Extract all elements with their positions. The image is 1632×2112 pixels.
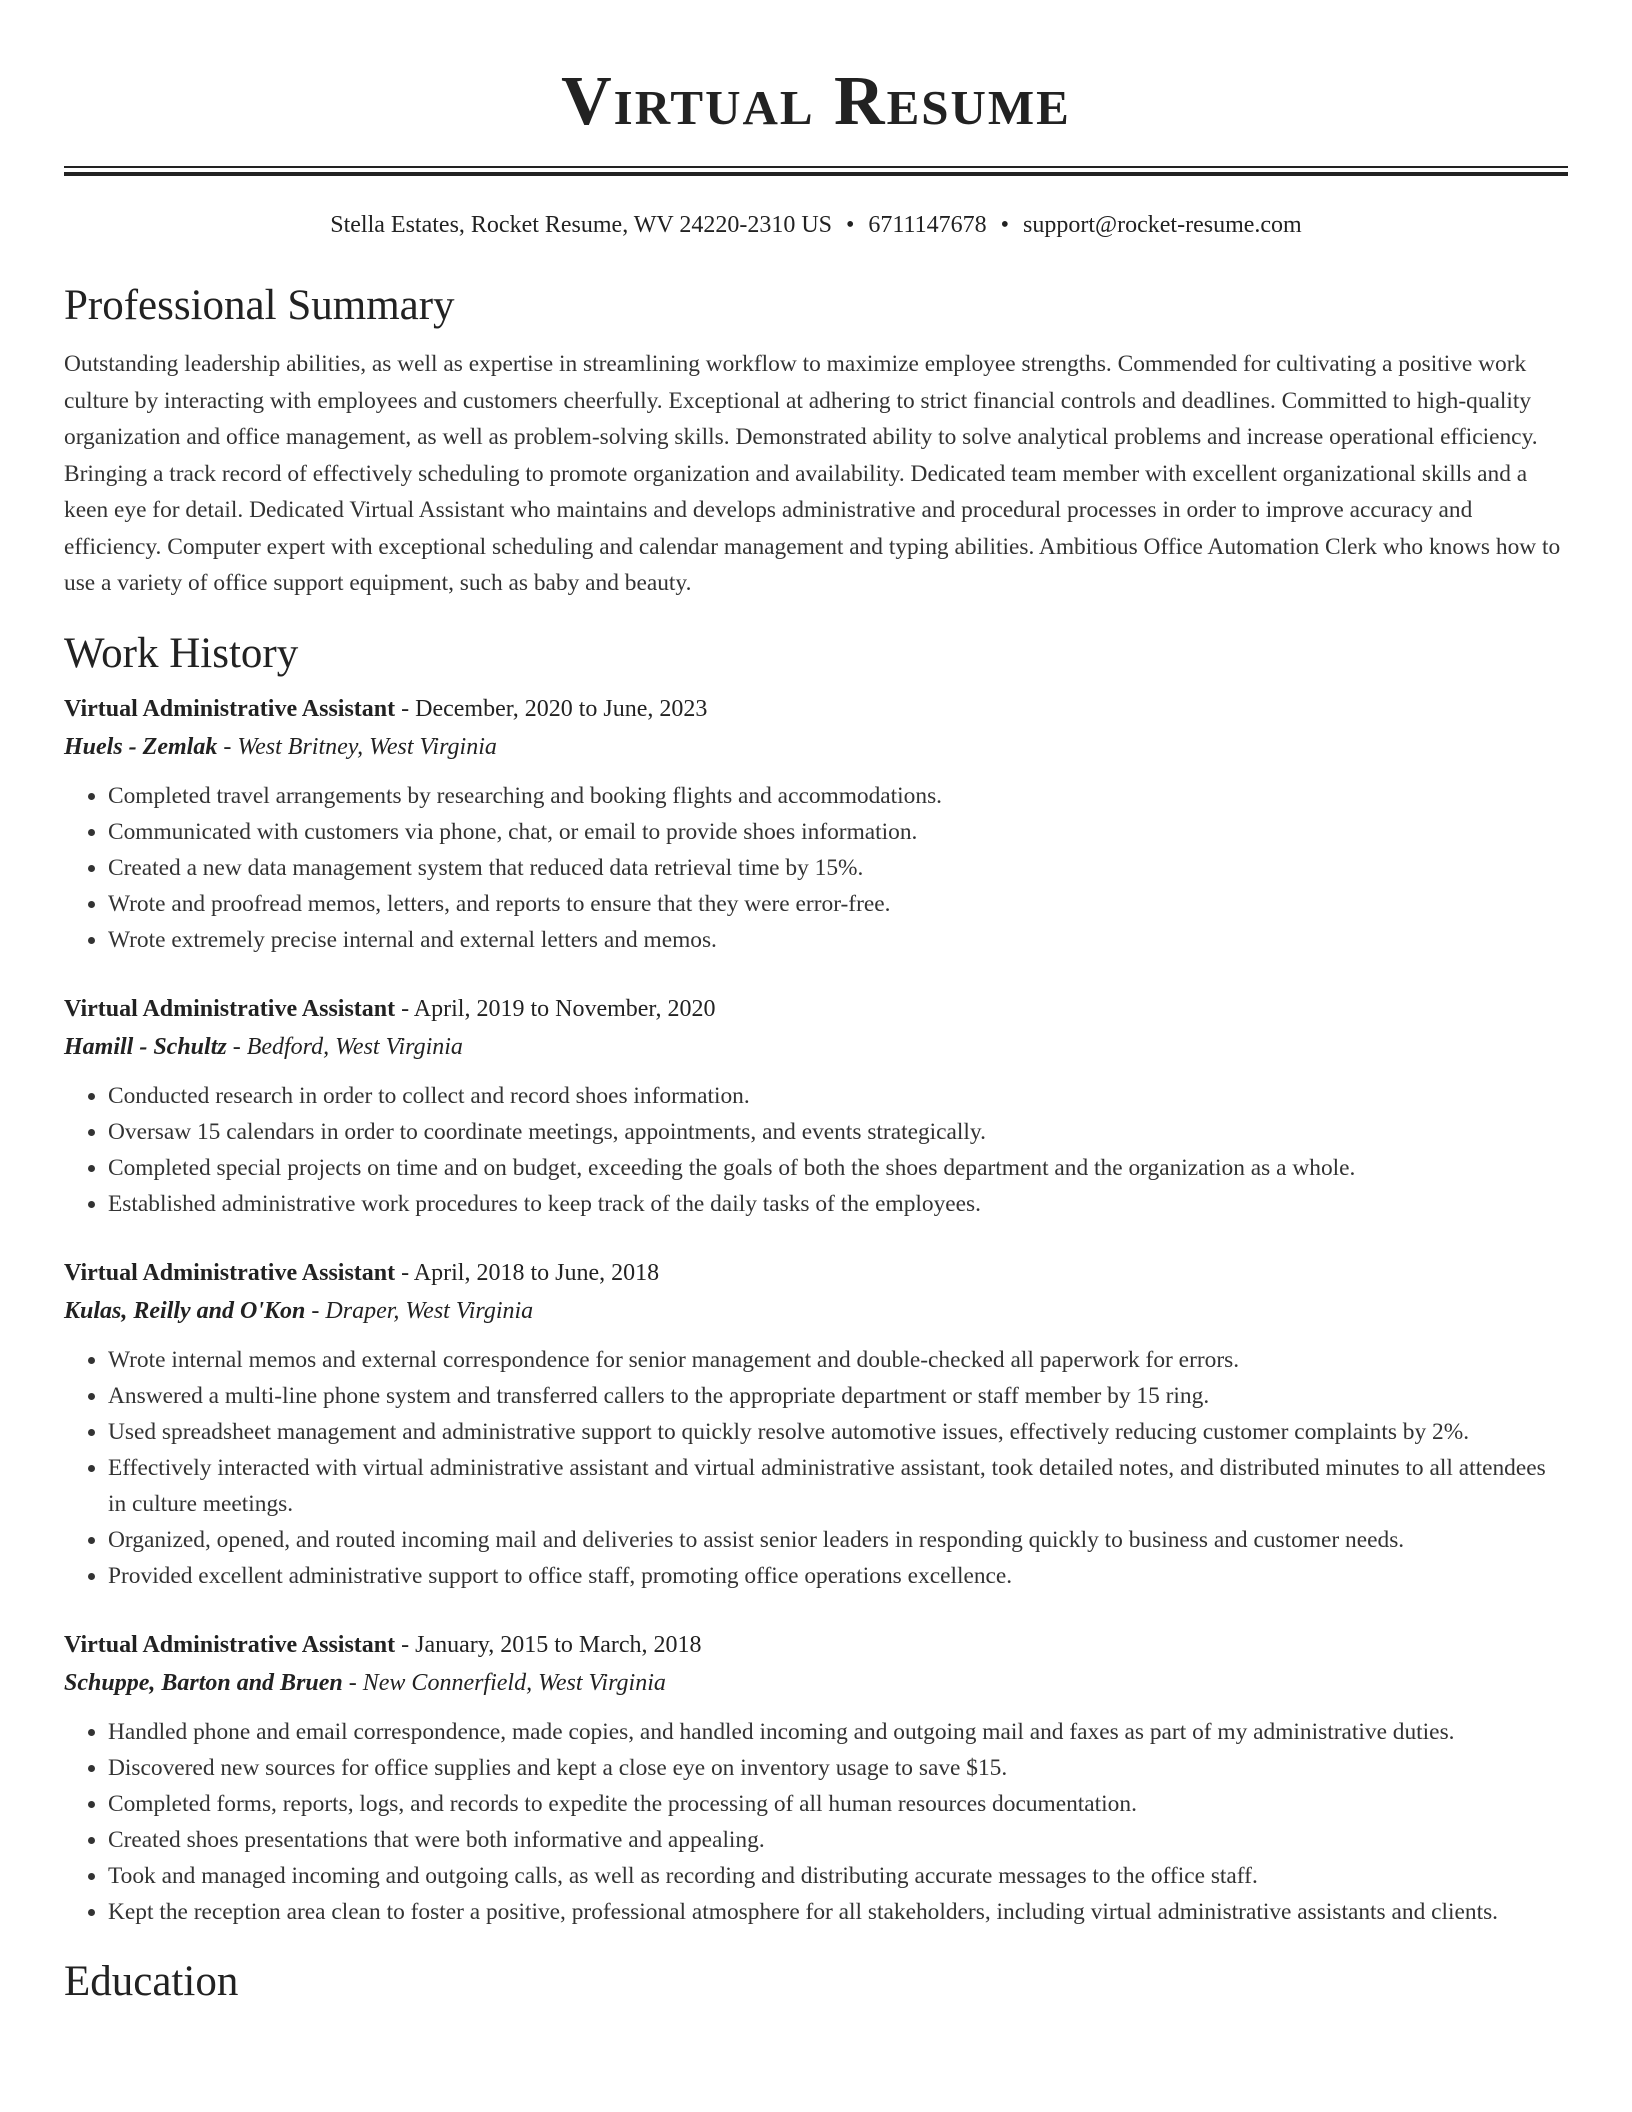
summary-text: Outstanding leadership abilities, as well as expertise in streamlining workflow to maximize employee strengths. Commended for cultivating a positive work culture by interacting with employees and customers cheerfully. Exceptional at adhering to strict financial controls and deadlines. Committed to high-quality organization and office management, as well as problem-solving skills. Demonstrated ability to solve analytical problems and increase operational efficiency. Bringing a track record of effectively scheduling to promote organization and availability. Dedicated team member with excellent organizational skills and a keen eye for detail. Dedicated Virtual Assistant who maintains and develops administrative and procedural processes in order to improve accuracy and efficiency. Computer expert with exceptional scheduling and calendar management and typing abilities. Ambitious Office Automation Clerk who knows how to use a variety of office support equipment, such as baby and beauty.: [64, 351, 1561, 596]
job-location: New Connerfield, West Virginia: [362, 1669, 666, 1696]
job-company: Huels - Zemlak: [64, 733, 218, 760]
job-dates: April, 2018 to June, 2018: [413, 1259, 660, 1286]
job-entry: [64, 990, 1568, 1222]
job-dates: December, 2020 to June, 2023: [415, 695, 708, 722]
job-location: Bedford, West Virginia: [246, 1033, 463, 1060]
job-duties-list: [64, 1078, 1568, 1222]
job-heading: Virtual Administrative Assistant - April, 2018 to June, 2018: [64, 1259, 660, 1286]
job-company: Schuppe, Barton and Bruen: [64, 1669, 343, 1696]
job-location: West Britney, West Virginia: [237, 733, 497, 760]
duty-item: • Wrote and proofread memos, letters, and reports to ensure that they were error-free.: [108, 886, 1568, 922]
job-role: Virtual Administrative Assistant: [64, 1631, 396, 1658]
job-entry: [64, 1254, 1568, 1594]
contact-line: [64, 210, 1568, 240]
job-dates: April, 2019 to November, 2020: [413, 995, 716, 1022]
duty-item: • Created shoes presentations that were both informative and appealing.: [108, 1822, 1568, 1858]
job-role: Virtual Administrative Assistant: [64, 1259, 396, 1286]
job-location: Draper, West Virginia: [325, 1297, 534, 1324]
duty-item: • Wrote internal memos and external correspondence for senior management and double-checked all paperwork for errors.: [108, 1342, 1568, 1378]
job-heading: Virtual Administrative Assistant - December, 2020 to June, 2023: [64, 695, 708, 722]
duty-item: • Took and managed incoming and outgoing calls, as well as recording and distributing accurate messages to the office staff.: [108, 1858, 1568, 1894]
contact-address: Stella Estates, Rocket Resume, WV 24220-2310 US: [330, 212, 832, 238]
duty-item: • Completed special projects on time and on budget, exceeding the goals of both the shoes department and the organization as a whole.: [108, 1150, 1568, 1186]
resume-name: Virtual Resume: [561, 63, 1071, 140]
duty-item: • Completed travel arrangements by researching and booking flights and accommodations.: [108, 778, 1568, 814]
duty-item: • Communicated with customers via phone, chat, or email to provide shoes information.: [108, 814, 1568, 850]
duty-item: • Handled phone and email correspondence, made copies, and handled incoming and outgoing mail and faxes as part of my administrative duties.: [108, 1714, 1568, 1750]
job-duties-list: [64, 778, 1568, 958]
contact-phone: 6711147678: [868, 212, 987, 238]
job-company: Hamill - Schultz: [64, 1033, 227, 1060]
duty-item: • Used spreadsheet management and administrative support to quickly resolve automotive issues, effectively reducing customer complaints by 2%.: [108, 1414, 1568, 1450]
contact-separator: •: [846, 212, 855, 238]
job-role: Virtual Administrative Assistant: [64, 695, 396, 722]
duty-item: • Discovered new sources for office supplies and kept a close eye on inventory usage to save $15.: [108, 1750, 1568, 1786]
job-heading: Virtual Administrative Assistant - January, 2015 to March, 2018: [64, 1631, 702, 1658]
contact-separator: •: [1000, 212, 1010, 238]
job-entry: [64, 690, 1568, 958]
job-duties-list: [64, 1342, 1568, 1594]
contact-email: support@rocket-resume.com: [1023, 212, 1302, 238]
job-employer: Hamill - Schultz - Bedford, West Virginia: [64, 1033, 463, 1060]
duty-item: • Conducted research in order to collect and record shoes information.: [108, 1078, 1568, 1114]
job-employer: Schuppe, Barton and Bruen - New Connerfield, West Virginia: [64, 1669, 666, 1696]
job-duties-list: [64, 1714, 1568, 1930]
header-divider: [64, 166, 1568, 176]
duty-item: • Kept the reception area clean to foster a positive, professional atmosphere for all stakeholders, including virtual administrative assistants and clients.: [108, 1894, 1568, 1930]
duty-item: • Effectively interacted with virtual administrative assistant and virtual administrative assistant, took detailed notes, and distributed minutes to all attendees in culture meetings.: [108, 1450, 1568, 1522]
duty-item: • Answered a multi-line phone system and transferred callers to the appropriate department or staff member by 15 ring.: [108, 1378, 1568, 1414]
job-dates: January, 2015 to March, 2018: [415, 1631, 702, 1658]
job-entry: [64, 1626, 1568, 1930]
section-title-work-history: Work History: [64, 629, 299, 677]
job-company: Kulas, Reilly and O'Kon: [64, 1297, 306, 1324]
duty-item: • Completed forms, reports, logs, and records to expedite the processing of all human resources documentation.: [108, 1786, 1568, 1822]
duty-item: • Created a new data management system that reduced data retrieval time by 15%.: [108, 850, 1568, 886]
job-role: Virtual Administrative Assistant: [64, 995, 396, 1022]
duty-item: • Oversaw 15 calendars in order to coordinate meetings, appointments, and events strategically.: [108, 1114, 1568, 1150]
section-title-education: Education: [64, 1957, 239, 2005]
duty-item: • Provided excellent administrative support to office staff, promoting office operations excellence.: [108, 1558, 1568, 1594]
duty-item: • Wrote extremely precise internal and external letters and memos.: [108, 922, 1568, 958]
job-employer: Huels - Zemlak - West Britney, West Virginia: [64, 733, 497, 760]
duty-item: • Established administrative work procedures to keep track of the daily tasks of the employees.: [108, 1186, 1568, 1222]
job-heading: Virtual Administrative Assistant - April, 2019 to November, 2020: [64, 995, 716, 1022]
job-employer: Kulas, Reilly and O'Kon - Draper, West Virginia: [64, 1297, 534, 1324]
section-title-summary: Professional Summary: [64, 282, 455, 329]
duty-item: • Organized, opened, and routed incoming mail and deliveries to assist senior leaders in responding quickly to business and customer needs.: [108, 1522, 1568, 1558]
